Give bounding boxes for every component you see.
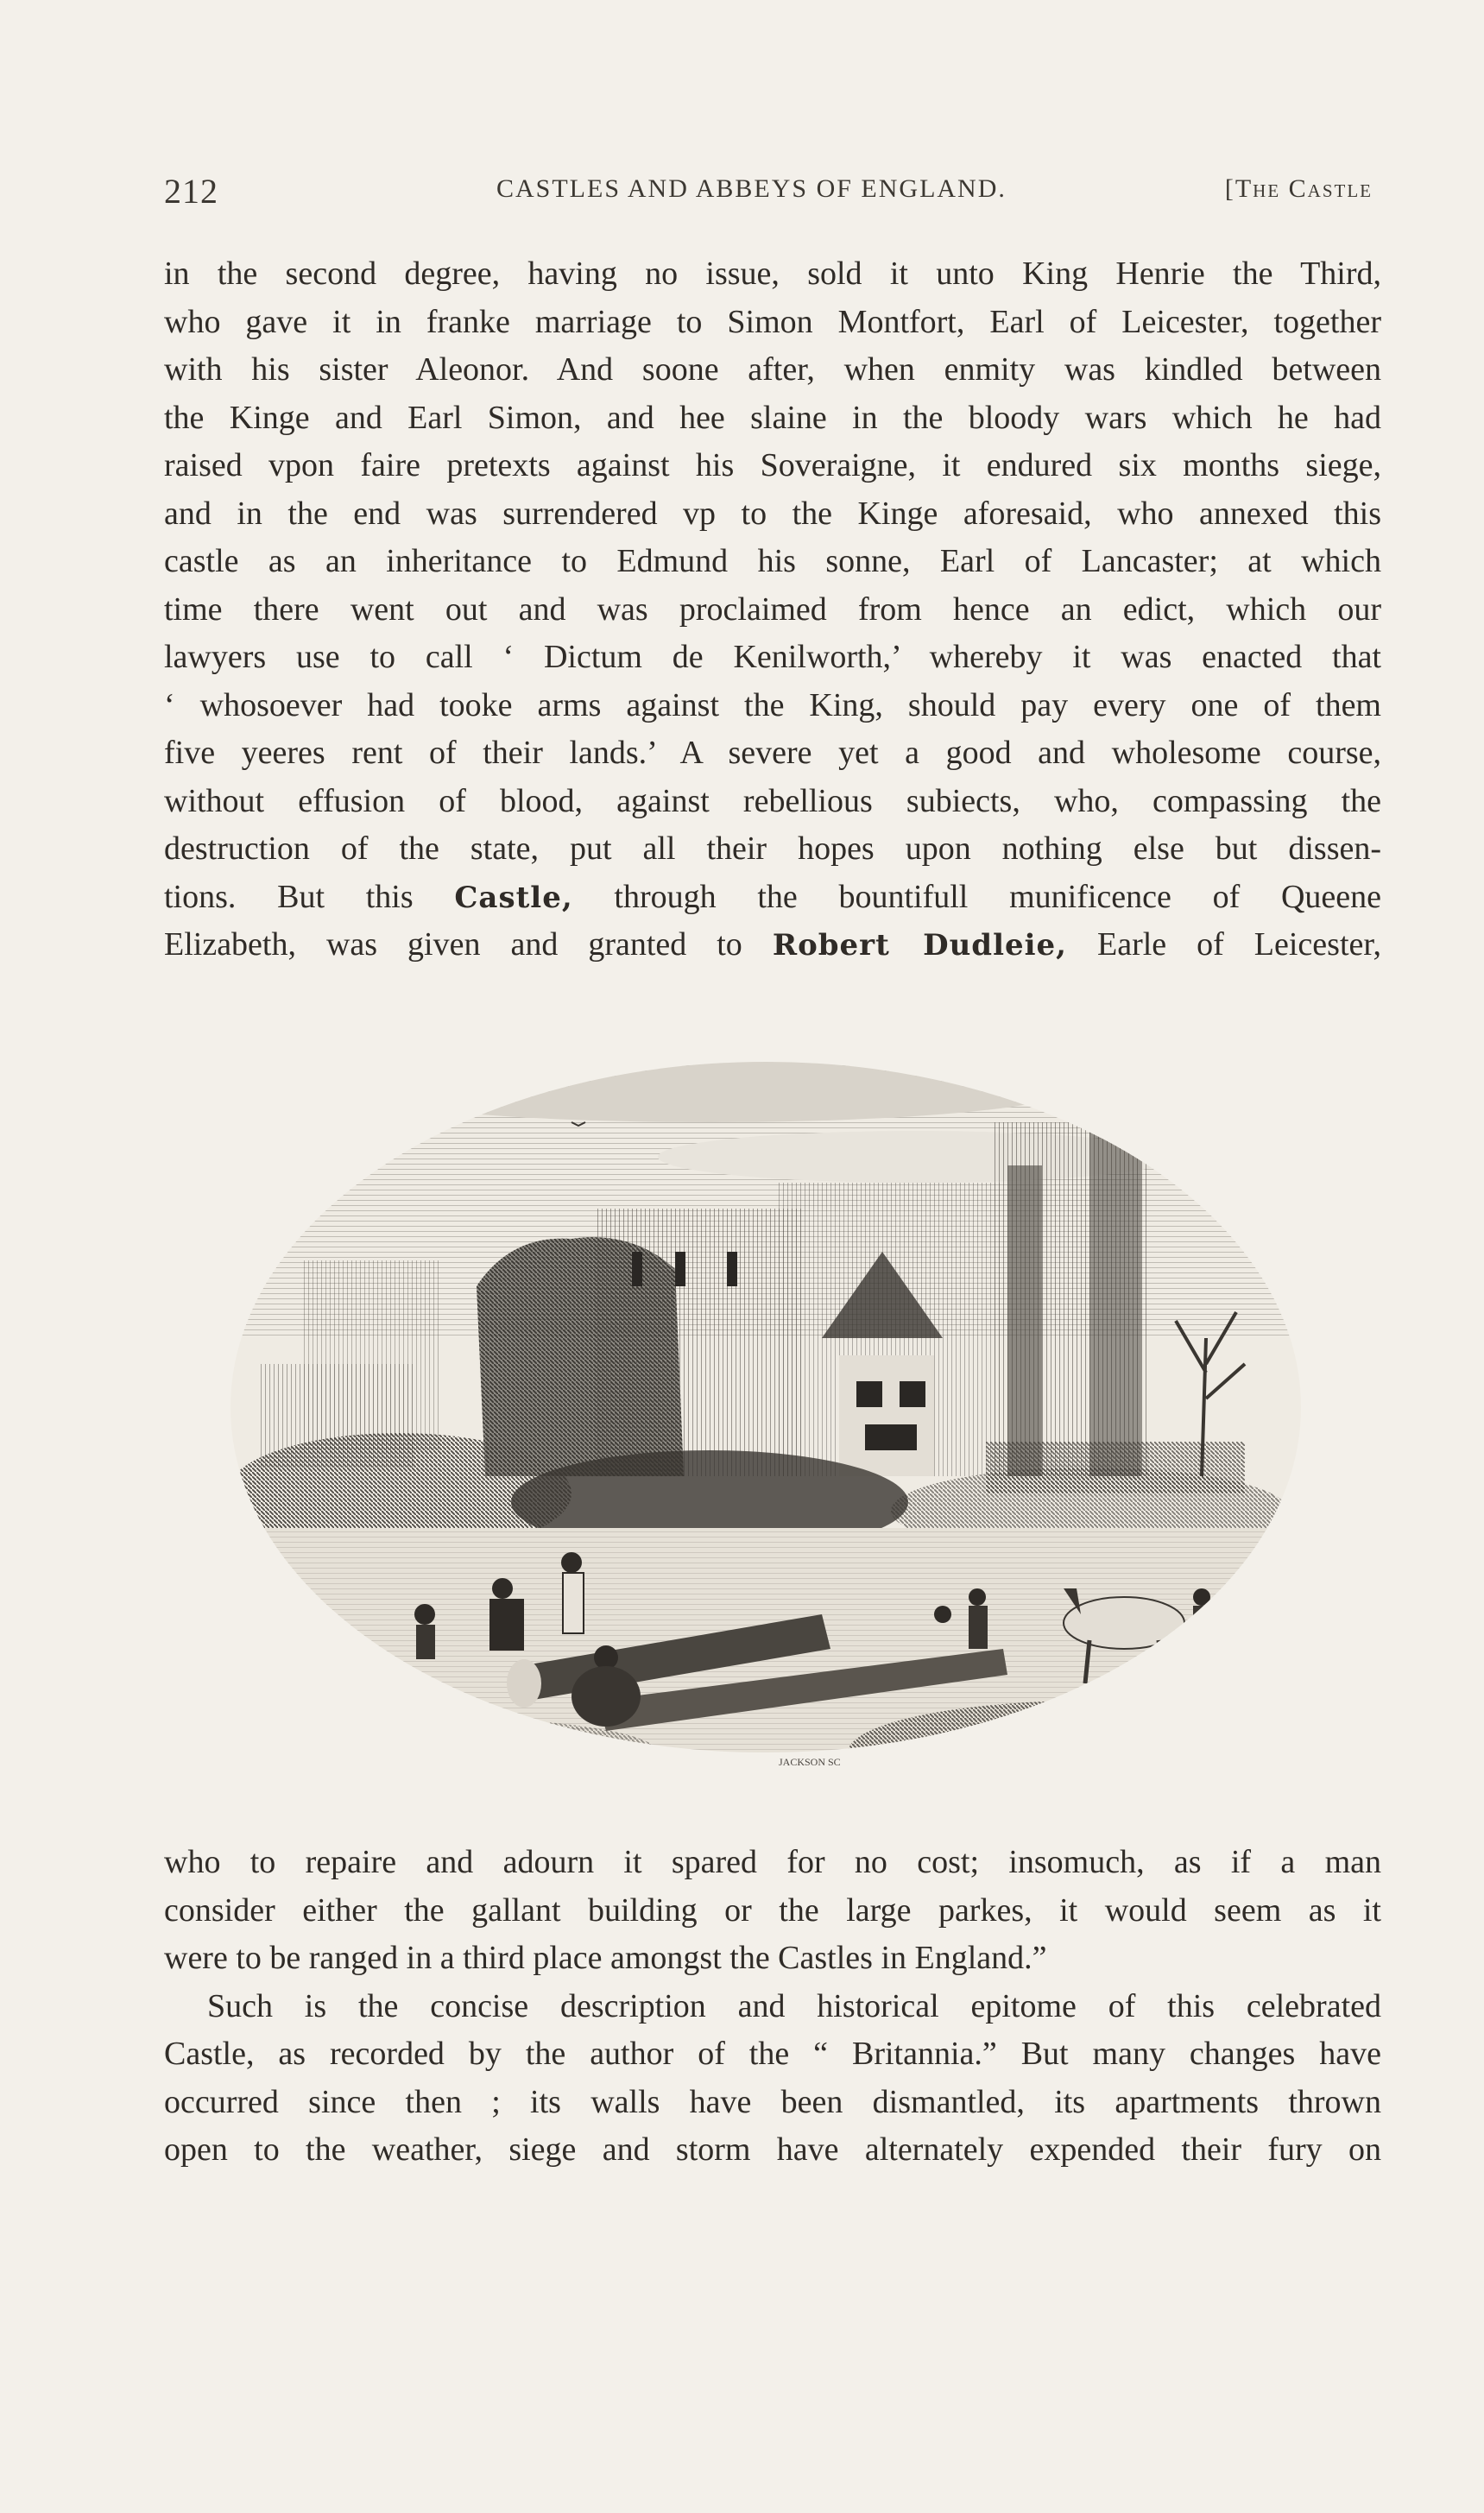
page-number: 212 [164,172,218,211]
text-line: the Kinge and Earl Simon, and hee slaine in the bloody wars which he had [164,399,1381,436]
text-line: Castle, as recorded by the author of the “ Britannia.” But many changes have [164,2036,1381,2072]
running-title: CASTLES AND ABBEYS OF ENGLAND. [496,174,1007,203]
text-fragment: through the bountifull munificence of Queene [614,878,1381,915]
paragraph-top [164,250,1381,969]
text-fragment: Earle of Leicester, [1097,926,1382,963]
paragraph-bottom [164,1839,1381,2175]
text-line: were to be ranged in a third place amongst the Castles in England.” [164,1940,1047,1976]
text-line: Such is the concise description and historical epitome of this celebrated [207,1987,1381,2024]
text-line: open to the weather, siege and storm have alternately expended their fury on [164,2131,1381,2168]
text-line: in the second degree, having no issue, sold it unto King Henrie the Third, [164,256,1381,292]
text-line: who gave it in franke marriage to Simon Montfort, Earl of Leicester, together [164,303,1381,340]
text-line: destruction of the state, put all their hopes upon nothing else but dissen- [164,830,1381,867]
text-line-with-blackletter [164,921,1381,969]
text-fragment: Elizabeth, was given and granted to [164,926,742,963]
text-line: who to repaire and adourn it spared for no cost; insomuch, as if a man [164,1844,1381,1880]
engraver-signature: JACKSON SC [779,1756,841,1768]
text-line: lawyers use to call ‘ Dictum de Kenilworth,’ whereby it was enacted that [164,639,1381,675]
text-line: and in the end was surrendered vp to the Kinge aforesaid, who annexed this [164,495,1381,532]
text-fragment: tions. But this [164,878,414,915]
text-line-with-blackletter [164,874,1381,922]
blackletter-castle: Castle, [454,880,573,915]
text-line: five yeeres rent of their lands.’ A severe yet a good and wholesome course, [164,735,1381,771]
text-line: ‘ whosoever had tooke arms against the King, should pay every one of them [164,686,1381,723]
text-line: castle as an inheritance to Edmund his sonne, Earl of Lancaster; at which [164,543,1381,579]
text-line: raised vpon faire pretexts against his Soveraigne, it endured six months siege, [164,447,1381,483]
text-line: consider either the gallant building or the large parkes, it would seem as it [164,1891,1381,1929]
running-head [164,171,1373,214]
section-title: [The Castle [1224,174,1373,203]
text-line: without effusion of blood, against rebellious subiects, who, compassing the [164,782,1381,819]
text-line: with his sister Aleonor. And soone after, when enmity was kindled between [164,351,1381,388]
castle-engraving [226,993,1305,1804]
text-line: occurred since then ; its walls have been dismantled, its apartments thrown [164,2083,1381,2120]
blackletter-robert-dudleie: Robert Dudleie, [772,928,1068,963]
text-line: time there went out and was proclaimed from hence an edict, which our [164,590,1381,628]
